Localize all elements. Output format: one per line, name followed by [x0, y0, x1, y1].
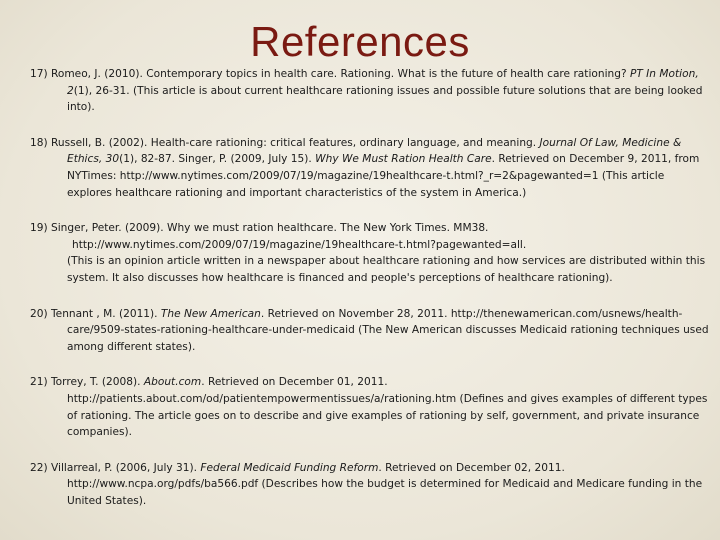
reference-url[interactable]: http://patients.about.com/od/patientempowermentissues/a/rationing.htm — [67, 392, 457, 405]
reference-url[interactable]: http://www.nytimes.com/2009/07/19/magazine/19healthcare-t.html?pagewanted=all. — [72, 238, 527, 251]
reference-number: 17) — [30, 68, 48, 80]
reference-volume: , 30 — [98, 153, 120, 166]
reference-note: (Describes how the budget is determined for Medicaid and Medicare funding in the United States). — [67, 478, 703, 507]
reference-journal: Journal Of Law, Medicine & Ethics — [67, 136, 682, 166]
reference-text: Romeo, J. (2010). Contemporary topics in health care. Rationing. What is the future of health care rationing? — [51, 68, 630, 80]
reference-journal: Federal Medicaid Funding Reform — [200, 461, 379, 474]
reference-item-19 — [30, 220, 710, 286]
reference-item-20 — [30, 306, 710, 356]
reference-journal: About.com — [143, 376, 202, 389]
reference-journal: The New American — [160, 307, 261, 320]
reference-text-rest: . Retrieved on November 28, 2011. — [260, 307, 448, 320]
reference-text-rest: . Retrieved on December 01, 2011. — [201, 376, 388, 389]
reference-item-22 — [30, 460, 710, 510]
reference-journal: PT In Motion — [629, 68, 696, 80]
reference-text: Singer, Peter. (2009). Why we must ration healthcare. The New York Times. MM38. — [51, 222, 489, 235]
reference-item-18 — [30, 135, 710, 201]
reference-volume: , 2 — [67, 68, 699, 97]
slide-title: References — [250, 18, 470, 65]
reference-number: 20) — [30, 307, 48, 320]
reference-number: 21) — [30, 376, 48, 389]
reference-text-rest: (1), 26-31. (This article is about current healthcare rationing issues and possible future solutions that are being looked into). — [67, 84, 703, 114]
reference-item-17 — [30, 66, 710, 116]
reference-text-mid: (1), 82-87. Singer, P. (2009, July 15). — [119, 153, 316, 166]
reference-text: Russell, B. (2002). Health-care rationing: critical features, ordinary language, and meaning. — [51, 136, 540, 149]
reference-url[interactable]: http://thenewamerican.com/usnews/health-care/9509-states-rationing-healthcare-under-medicaid — [67, 307, 683, 337]
reference-text-rest: . Retrieved on December 02, 2011. — [378, 461, 565, 474]
reference-article-title: Why We Must Ration Health Care — [315, 153, 492, 166]
reference-number: 22) — [30, 461, 48, 474]
reference-item-21 — [30, 374, 710, 440]
reference-text: Villarreal, P. (2006, July 31). — [51, 461, 201, 474]
reference-number: 18) — [30, 136, 48, 149]
reference-note: (This is an opinion article written in a newspaper about healthcare rationing and how services are distributed within this system. It also discusses how healthcare is financed and people's perceptions of healthcare rationing). — [67, 255, 706, 284]
reference-note: (Defines and gives examples of different types of rationing. The article goes on to describe and give examples of rationing by self, government, and private insurance companies). — [67, 392, 708, 439]
reference-url[interactable]: http://www.ncpa.org/pdfs/ba566.pdf — [67, 478, 259, 491]
reference-text: Tennant , M. (2011). — [51, 307, 161, 320]
reference-number: 19) — [30, 222, 48, 235]
reference-text: Torrey, T. (2008). — [51, 376, 144, 389]
reference-note: (The New American discusses Medicaid rationing techniques used among different states). — [67, 324, 709, 353]
reference-list — [30, 66, 710, 528]
reference-text-rest: . Retrieved on December 9, 2011, from NYTimes: http://www.nytimes.com/2009/07/19/magazine/19healthcare-t.html?_r=2&pagewanted=1 (This article explores healthcare rationing and important characteristics of the system in America.) — [67, 153, 700, 199]
